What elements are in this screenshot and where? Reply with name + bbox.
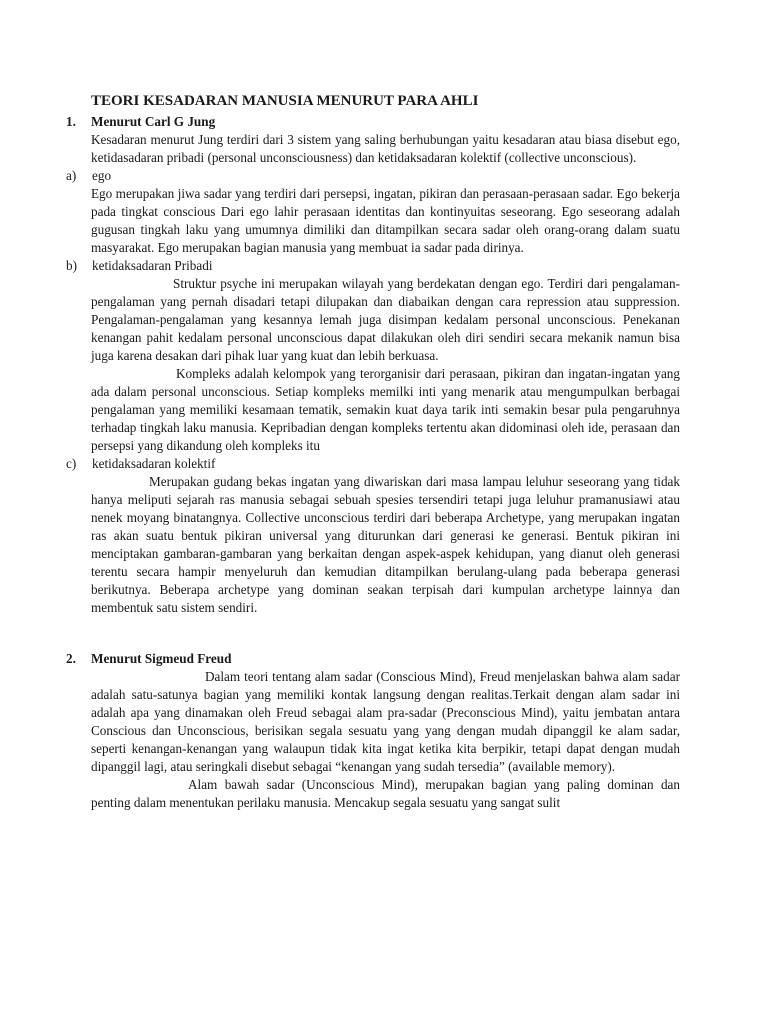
subsection-heading-text: ego: [92, 168, 112, 183]
freud-paragraph-2: Alam bawah sadar (Unconscious Mind), merupakan bagian yang paling dominan dan penting dalam menentukan perilaku manusia. Mencakup segala sesuatu yang sangat sulit: [91, 777, 680, 810]
subsection-label: a): [66, 168, 77, 183]
personal-unconscious-paragraph-1: Struktur psyche ini merupakan wilayah yang berdekatan dengan ego. Terdiri dari pengalaman-pengalaman yang pernah disadari tetapi dilupakan dan diabaikan dengan cara repression atau suppression. Pengalaman-pengalaman yang kesannya lemah juga disimpan kedalam personal unconscious. Penekanan kenangan pahit kedalam personal unconscious dapat dilakukan oleh diri sendiri secara mekanik namun bisa juga karena desakan dari pihak luar yang kuat dan lebih berkuasa.: [91, 276, 680, 363]
ego-paragraph: Ego merupakan jiwa sadar yang terdiri dari persepsi, ingatan, pikiran dan perasaan-perasaan sadar. Ego bekerja pada tingkat conscious Dari ego lahir perasaan identitas dan kontinyuitas seseorang. Ego seseorang adalah gugusan tingkah laku yang umumnya dimiliki dan ditampilkan secara sadar oleh orang-orang dalam suatu masyarakat. Ego merupakan bagian manusia yang membuat ia sadar pada dirinya.: [91, 186, 680, 255]
freud-paragraph-1: Dalam teori tentang alam sadar (Conscious Mind), Freud menjelaskan bahwa alam sadar adalah satu-satunya bagian yang memiliki kontak langsung dengan realitas.Terkait dengan alam sadar ini adalah apa yang dinamakan oleh Freud sebagai alam pra-sadar (Preconscious Mind), yaitu jembatan antara Conscious dan Unconscious, berisikan segala sesuatu yang yang dengan mudah dipanggil ke alam sadar, seperti kenangan-kenangan yang walaupun tidak kita ingat ketika kita berpikir, tetapi dapat dengan mudah dipanggil lagi, atau seringkali disebut sebagai “kenangan yang sudah tersedia” (available memory).: [91, 669, 680, 774]
section-heading-text: Menurut Carl G Jung: [91, 114, 216, 129]
section-heading-jung: [66, 113, 680, 131]
subsection-heading-text: ketidaksadaran Pribadi: [92, 258, 213, 273]
section-number: 2.: [66, 651, 76, 666]
section-heading-text: Menurut Sigmeud Freud: [91, 651, 232, 666]
section-number: 1.: [66, 114, 76, 129]
section-spacer: [66, 617, 680, 650]
document-title: TEORI KESADARAN MANUSIA MENURUT PARA AHLI: [91, 93, 479, 109]
section-heading-freud: [66, 650, 680, 668]
subsection-label: b): [66, 258, 77, 273]
collective-unconscious-paragraph: Merupakan gudang bekas ingatan yang diwariskan dari masa lampau leluhur seseorang yang tidak hanya meliputi sejarah ras manusia sebagai sebuah spesies tersendiri tetapi juga leluhur pramanusiawi atau nenek moyang binatangnya. Collective unconscious terdiri dari beberapa Archetype, yang merupakan ingatan ras akan suatu bentuk pikiran universal yang diturunkan dari generasi ke generasi. Bentuk pikiran ini menciptakan gambaran-gambaran yang berkaitan dengan aspek-aspek kehidupan, yang dianut oleh generasi terentu secara hampir menyeluruh dan kemudian ditampilkan berulang-ulang pada beberapa generasi berikutnya. Beberapa archetype yang dominan seakan terpisah dari kumpulan archetype lainnya dan membentuk satu sistem sendiri.: [91, 474, 680, 615]
subsection-heading-collective-unconscious: [66, 455, 680, 473]
document-page: [66, 92, 680, 812]
subsection-label: c): [66, 456, 77, 471]
personal-unconscious-paragraph-2: Kompleks adalah kelompok yang terorganisir dari perasaan, pikiran dan ingatan-ingatan yang ada dalam personal unconscious. Setiap kompleks memilki inti yang menarik atau mengumpulkan berbagai pengalaman yang memiliki kesamaan tematik, semakin kuat daya tarik inti semakin besar pula pengaruhnya terhadap tingkah laku manusia. Kepribadian dengan kompleks tertentu akan didominasi oleh ide, perasaan dan persepsi yang dikandung oleh kompleks itu: [91, 366, 680, 453]
section-intro-paragraph: Kesadaran menurut Jung terdiri dari 3 sistem yang saling berhubungan yaitu kesadaran atau biasa disebut ego, ketidasadaran pribadi (personal unconsciousness) dan ketidaksadaran kolektif (collective unconscious).: [91, 132, 680, 165]
subsection-heading-ego: [66, 167, 680, 185]
subsection-heading-text: ketidaksadaran kolektif: [92, 456, 216, 471]
subsection-heading-personal-unconscious: [66, 257, 680, 275]
